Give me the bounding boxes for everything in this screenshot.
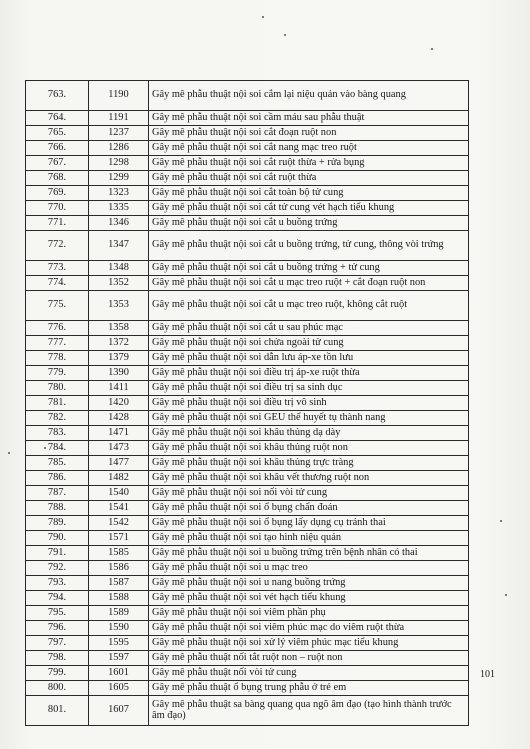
dust-speck — [431, 48, 433, 50]
table-row — [26, 381, 469, 396]
procedure-name: Gây mê phẫu thuật nội soi cắt nang mạc treo ruột — [149, 141, 469, 156]
procedure-code: 1353 — [89, 291, 149, 321]
row-number: 772. — [26, 231, 89, 261]
procedure-name: Gây mê phẫu thuật nội soi viêm phúc mạc do viêm ruột thừa — [149, 621, 469, 636]
row-number: 778. — [26, 351, 89, 366]
table-row — [26, 501, 469, 516]
row-number: 791. — [26, 546, 89, 561]
dust-speck — [262, 16, 264, 18]
table-row — [26, 396, 469, 411]
procedure-name: Gây mê phẫu thuật nội soi điều trị sa sinh dục — [149, 381, 469, 396]
procedure-code: 1323 — [89, 186, 149, 201]
table-row — [26, 471, 469, 486]
procedure-name: Gây mê phẫu thuật nội soi cắt đoạn ruột non — [149, 126, 469, 141]
table-row — [26, 441, 469, 456]
procedure-name: Gây mê phẫu thuật nối vòi tử cung — [149, 666, 469, 681]
procedure-code: 1482 — [89, 471, 149, 486]
row-number: 787. — [26, 486, 89, 501]
procedure-code: 1585 — [89, 546, 149, 561]
dust-speck — [284, 34, 286, 36]
row-number: 779. — [26, 366, 89, 381]
table-row — [26, 426, 469, 441]
procedure-name: Gây mê phẫu thuật nội soi nối vòi tử cung — [149, 486, 469, 501]
procedure-code: 1352 — [89, 276, 149, 291]
table-row — [26, 666, 469, 681]
table-row — [26, 156, 469, 171]
table-row — [26, 651, 469, 666]
procedure-code: 1191 — [89, 111, 149, 126]
table-row — [26, 201, 469, 216]
procedure-name: Gây mê phẫu thuật nội soi cắt u buồng trứng + tử cung — [149, 261, 469, 276]
table-row — [26, 561, 469, 576]
table-row — [26, 366, 469, 381]
table-row — [26, 546, 469, 561]
table-row — [26, 321, 469, 336]
procedure-code: 1237 — [89, 126, 149, 141]
row-number: 768. — [26, 171, 89, 186]
procedure-name: Gây mê phẫu thuật nội soi cắt u mạc treo ruột + cắt đoạn ruột non — [149, 276, 469, 291]
procedure-name: Gây mê phẫu thuật nội soi cắt ruột thừa + rửa bụng — [149, 156, 469, 171]
procedure-name: Gây mê phẫu thuật nội soi điều trị vô sinh — [149, 396, 469, 411]
procedure-name: Gây mê phẫu thuật nội soi vét hạch tiểu khung — [149, 591, 469, 606]
procedure-code: 1477 — [89, 456, 149, 471]
procedure-name: Gây mê phẫu thuật nội soi ổ bụng chẩn đoán — [149, 501, 469, 516]
table-row — [26, 636, 469, 651]
procedure-name: Gây mê phẫu thuật nội soi chửa ngoài tử cung — [149, 336, 469, 351]
procedure-code: 1542 — [89, 516, 149, 531]
row-number: 774. — [26, 276, 89, 291]
table-row — [26, 486, 469, 501]
table-row — [26, 516, 469, 531]
row-number: 773. — [26, 261, 89, 276]
row-number: 767. — [26, 156, 89, 171]
procedure-code: 1299 — [89, 171, 149, 186]
table-row — [26, 576, 469, 591]
procedure-name: Gây mê phẫu thuật nội soi xử lý viêm phúc mạc tiểu khung — [149, 636, 469, 651]
procedure-name: Gây mê phẫu thuật nội soi dẫn lưu áp-xe tồn lưu — [149, 351, 469, 366]
procedure-code: 1390 — [89, 366, 149, 381]
procedure-code: 1346 — [89, 216, 149, 231]
dust-speck — [500, 520, 502, 522]
procedure-name: Gây mê phẫu thuật nội soi u mạc treo — [149, 561, 469, 576]
procedure-code: 1595 — [89, 636, 149, 651]
row-number: 783. — [26, 426, 89, 441]
procedure-name: Gây mê phẫu thuật nội soi cắm lại niệu quản vào bàng quang — [149, 81, 469, 111]
procedure-name: Gây mê phẫu thuật sa bàng quang qua ngõ âm đạo (tạo hình thành trước âm đạo) — [149, 696, 469, 726]
procedure-name: Gây mê phẫu thuật nội soi cắt ruột thừa — [149, 171, 469, 186]
procedure-name: Gây mê phẫu thuật nội soi cắt u buồng trứng — [149, 216, 469, 231]
row-number: 795. — [26, 606, 89, 621]
table-row — [26, 336, 469, 351]
row-number: 777. — [26, 336, 89, 351]
dust-speck — [8, 452, 10, 454]
row-number: 765. — [26, 126, 89, 141]
procedure-name: Gây mê phẫu thuật nội soi cắt toàn bộ tử cung — [149, 186, 469, 201]
procedure-name: Gây mê phẫu thuật nội soi khâu thủng dạ dày — [149, 426, 469, 441]
procedure-name: Gây mê phẫu thuật nối tắt ruột non – ruột non — [149, 651, 469, 666]
row-number: 790. — [26, 531, 89, 546]
procedure-code: 1571 — [89, 531, 149, 546]
procedure-name: Gây mê phẫu thuật nội soi cắt u mạc treo ruột, không cắt ruột — [149, 291, 469, 321]
table-row — [26, 81, 469, 111]
procedure-code: 1428 — [89, 411, 149, 426]
row-number: 764. — [26, 111, 89, 126]
procedure-code: 1411 — [89, 381, 149, 396]
row-number: 793. — [26, 576, 89, 591]
procedure-name: Gây mê phẫu thuật nội soi khâu thủng trực tràng — [149, 456, 469, 471]
table-row — [26, 696, 469, 726]
row-number: 796. — [26, 621, 89, 636]
row-number: 789. — [26, 516, 89, 531]
row-number: 799. — [26, 666, 89, 681]
procedure-name: Gây mê phẫu thuật ổ bụng trung phẫu ở trẻ em — [149, 681, 469, 696]
table-row — [26, 111, 469, 126]
procedure-code: 1286 — [89, 141, 149, 156]
procedure-table — [25, 80, 469, 726]
procedure-name: Gây mê phẫu thuật nội soi cắt u sau phúc mạc — [149, 321, 469, 336]
dust-speck — [44, 447, 46, 449]
table-row — [26, 261, 469, 276]
procedure-name: Gây mê phẫu thuật nội soi cầm máu sau phẫu thuật — [149, 111, 469, 126]
procedure-code: 1372 — [89, 336, 149, 351]
table-row — [26, 186, 469, 201]
table-row — [26, 231, 469, 261]
procedure-code: 1587 — [89, 576, 149, 591]
table-row — [26, 351, 469, 366]
row-number: 780. — [26, 381, 89, 396]
table-row — [26, 291, 469, 321]
procedure-name: Gây mê phẫu thuật nội soi ổ bụng lấy dụng cụ tránh thai — [149, 516, 469, 531]
procedure-name: Gây mê phẫu thuật nội soi tạo hình niệu quản — [149, 531, 469, 546]
row-number: 769. — [26, 186, 89, 201]
procedure-code: 1420 — [89, 396, 149, 411]
procedure-code: 1358 — [89, 321, 149, 336]
table-row — [26, 276, 469, 291]
row-number: 800. — [26, 681, 89, 696]
row-number: 781. — [26, 396, 89, 411]
procedure-name: Gây mê phẫu thuật nội soi cắt tử cung vét hạch tiểu khung — [149, 201, 469, 216]
table-row — [26, 591, 469, 606]
table-row — [26, 141, 469, 156]
procedure-name: Gây mê phẫu thuật nội soi u buồng trứng trên bệnh nhân có thai — [149, 546, 469, 561]
procedure-code: 1597 — [89, 651, 149, 666]
procedure-code: 1379 — [89, 351, 149, 366]
page-number: 101 — [480, 669, 495, 680]
procedure-name: Gây mê phẫu thuật nội soi khâu vết thương ruột non — [149, 471, 469, 486]
procedure-name: Gây mê phẫu thuật nội soi GEU thể huyết tụ thành nang — [149, 411, 469, 426]
table-row — [26, 126, 469, 141]
row-number: 786. — [26, 471, 89, 486]
procedure-code: 1335 — [89, 201, 149, 216]
table-row — [26, 171, 469, 186]
procedure-code: 1348 — [89, 261, 149, 276]
row-number: 801. — [26, 696, 89, 726]
procedure-code: 1605 — [89, 681, 149, 696]
table-row — [26, 621, 469, 636]
row-number: 798. — [26, 651, 89, 666]
procedure-code: 1471 — [89, 426, 149, 441]
procedure-code: 1590 — [89, 621, 149, 636]
row-number: 788. — [26, 501, 89, 516]
procedure-name: Gây mê phẫu thuật nội soi viêm phần phụ — [149, 606, 469, 621]
row-number: 771. — [26, 216, 89, 231]
row-number: 794. — [26, 591, 89, 606]
table-row — [26, 606, 469, 621]
row-number: 763. — [26, 81, 89, 111]
table-row — [26, 531, 469, 546]
procedure-code: 1589 — [89, 606, 149, 621]
row-number: 775. — [26, 291, 89, 321]
row-number: 785. — [26, 456, 89, 471]
procedure-name: Gây mê phẫu thuật nội soi cắt u buồng trứng, tử cung, thông vòi trứng — [149, 231, 469, 261]
procedure-code: 1298 — [89, 156, 149, 171]
row-number: 797. — [26, 636, 89, 651]
procedure-code: 1586 — [89, 561, 149, 576]
row-number: 792. — [26, 561, 89, 576]
row-number: 776. — [26, 321, 89, 336]
dust-speck — [505, 594, 507, 596]
table-row — [26, 456, 469, 471]
table-row — [26, 216, 469, 231]
row-number: 766. — [26, 141, 89, 156]
row-number: 770. — [26, 201, 89, 216]
table-row — [26, 681, 469, 696]
procedure-name: Gây mê phẫu thuật nội soi u nang buồng trứng — [149, 576, 469, 591]
procedure-code: 1473 — [89, 441, 149, 456]
row-number: 784. — [26, 441, 89, 456]
procedure-code: 1588 — [89, 591, 149, 606]
procedure-code: 1607 — [89, 696, 149, 726]
row-number: 782. — [26, 411, 89, 426]
procedure-code: 1540 — [89, 486, 149, 501]
procedure-code: 1347 — [89, 231, 149, 261]
procedure-name: Gây mê phẫu thuật nội soi điều trị áp-xe ruột thừa — [149, 366, 469, 381]
procedure-name: Gây mê phẫu thuật nội soi khâu thủng ruột non — [149, 441, 469, 456]
procedure-code: 1190 — [89, 81, 149, 111]
procedure-code: 1541 — [89, 501, 149, 516]
procedure-code: 1601 — [89, 666, 149, 681]
table-row — [26, 411, 469, 426]
